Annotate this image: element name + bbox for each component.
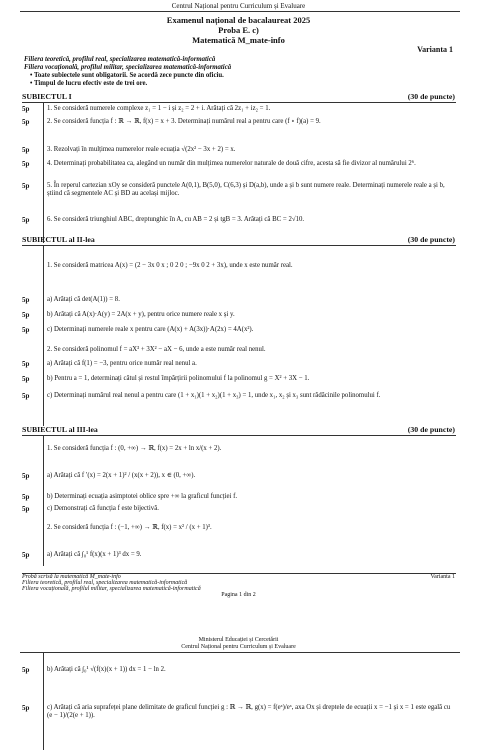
variant-label: Varianta 1 [417,45,453,54]
section-1-margin-line [43,103,44,243]
footer-variant: Varianta 1 [430,574,455,580]
filiera-line-1: Filiera teoretică, profilul real, specializarea matematică-informatică [24,56,216,63]
section-2-header: SUBIECTUL al II-lea (30 de puncte) [22,235,455,244]
filiera-line-2: Filiera vocațională, profilul militar, specializarea matematică-informatică [24,64,232,71]
instruction-1: • Toate subiectele sunt obligatorii. Se acordă zece puncte din oficiu. [30,72,224,79]
proba-title: Proba E. c) [218,25,259,35]
ministry-header: Ministerul Educației și Cercetării [198,637,279,643]
footer-line-1: Probă scrisă la matematică M_mate-info [22,574,121,580]
instruction-2: • Timpul de lucru efectiv este de trei ore. [30,80,148,87]
page2-header-rule [20,652,460,653]
section-2-rule [22,245,456,246]
section-1-header: SUBIECTUL I (30 de puncte) [22,92,455,101]
footer-line-2: Filiera teoretică, profilul real, specializarea matematică-informatică [22,580,188,586]
section-3-header: SUBIECTUL al III-lea (30 de puncte) [22,425,455,434]
section-2-margin-line [43,246,44,426]
footer-line-3: Filiera vocațională, profilul militar, specializarea matematică-informatică [22,586,201,592]
page2-institution-header: Centrul Național pentru Curriculum și Evaluare [181,644,296,650]
footer-page-number: Pagina 1 din 2 [221,592,256,598]
subject-title: Matematică M_mate-info [192,35,285,45]
page2-margin-line [43,653,44,750]
exam-title: Examenul național de bacalaureat 2025 [166,15,311,25]
section-1-rule [22,102,456,103]
section-3-rule [22,435,456,436]
institution-header: Centrul Național pentru Curriculum și Evaluare [171,2,306,10]
section-3-margin-line [43,436,44,566]
header-rule [20,11,460,12]
